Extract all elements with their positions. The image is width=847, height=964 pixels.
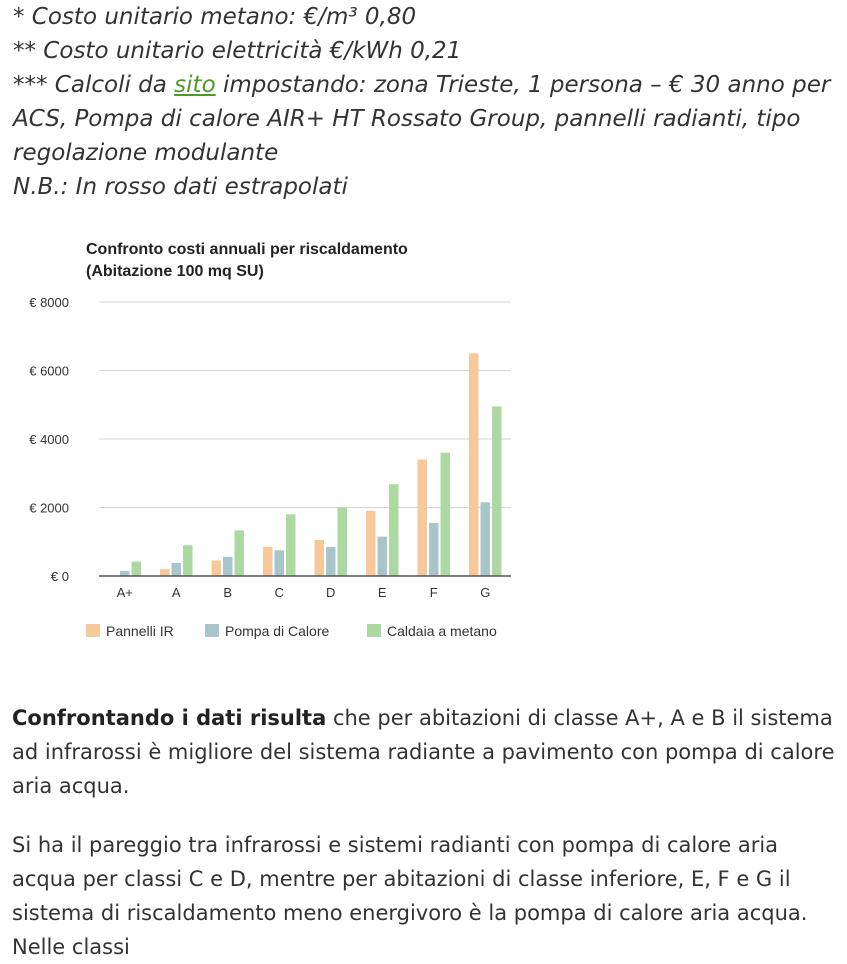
bar	[326, 547, 336, 576]
note-extrapolated-data: N.B.: In rosso dati estrapolati	[13, 174, 348, 200]
bar	[441, 453, 451, 576]
notes-block	[13, 0, 843, 204]
bar	[389, 484, 399, 576]
y-tick-label: € 2000	[29, 500, 69, 516]
legend-label: Caldaia a metano	[387, 623, 497, 639]
x-tick-label: A+	[116, 585, 133, 600]
bar	[212, 561, 222, 576]
x-tick-label: F	[429, 585, 438, 600]
bar	[263, 547, 273, 576]
chart-subtitle: (Abitazione 100 mq SU)	[86, 263, 264, 280]
bar	[338, 508, 348, 577]
chart-svg	[13, 228, 528, 658]
y-tick-label: € 4000	[29, 432, 69, 447]
bar	[286, 514, 296, 576]
bar	[315, 540, 325, 576]
note-electricity-cost: ** Costo unitario elettricità €/kWh 0,21	[13, 38, 462, 64]
bar	[160, 569, 170, 576]
bar	[183, 545, 193, 576]
x-tick-label: C	[274, 585, 284, 600]
note-metano-cost: * Costo unitario metano: €/m³ 0,80	[13, 4, 417, 30]
bar	[429, 523, 439, 576]
legend-swatch	[205, 624, 219, 637]
bar	[418, 460, 428, 576]
heating-cost-chart	[13, 228, 528, 658]
bar	[132, 562, 142, 576]
note-calculation-source	[13, 68, 843, 170]
y-tick-label: € 0	[50, 569, 69, 584]
x-tick-label: B	[223, 585, 233, 600]
sito-link[interactable]: sito	[174, 72, 216, 98]
bar	[481, 502, 491, 576]
note-source-suffix: impostando: zona Trieste, 1 persona – € 30 anno per ACS, Pompa di calore AIR+ HT Rossato Group, pannelli radianti, tipo regolazione modulante	[13, 72, 831, 166]
bar	[172, 563, 182, 576]
legend-swatch	[367, 624, 381, 637]
bar	[378, 537, 388, 576]
bar	[235, 530, 245, 576]
bar	[492, 406, 502, 576]
y-tick-label: € 6000	[29, 363, 69, 379]
legend-swatch	[86, 624, 100, 637]
conclusion-paragraph-1	[12, 701, 844, 803]
conclusion-text-1: che per abitazioni di classe A+, A e B il sistema ad infrarossi è migliore del sistema radiante a pavimento con pompa di calore aria acqua.	[12, 706, 835, 798]
bar	[223, 557, 233, 576]
conclusion-bold-lead: Confrontando i dati risulta	[12, 706, 327, 730]
x-tick-label: G	[480, 585, 491, 600]
bar	[366, 511, 376, 576]
y-tick-label: € 8000	[29, 295, 69, 310]
chart-title: Confronto costi annuali per riscaldamento	[86, 241, 408, 258]
legend-label: Pompa di Calore	[225, 623, 330, 639]
x-tick-label: A	[171, 585, 181, 600]
note-source-prefix: *** Calcoli da	[13, 72, 175, 98]
x-tick-label: E	[377, 585, 387, 600]
bar	[275, 550, 285, 576]
legend-label: Pannelli IR	[106, 623, 174, 639]
conclusion-paragraph-2: Si ha il pareggio tra infrarossi e sistemi radianti con pompa di calore aria acqua per classi C e D, mentre per abitazioni di classe inferiore, E, F e G il sistema di riscaldamento meno energivoro è la pompa di calore aria acqua. Nelle classi	[12, 833, 808, 959]
bar	[469, 353, 479, 576]
bar	[120, 571, 130, 576]
x-tick-label: D	[326, 585, 336, 600]
